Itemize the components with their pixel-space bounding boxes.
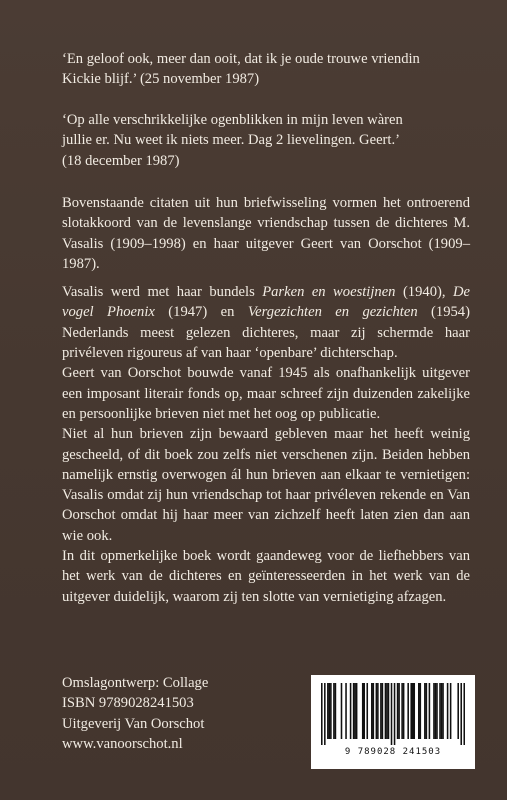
barcode-bar [366, 683, 368, 739]
barcode-bar [463, 683, 465, 745]
barcode-bar [362, 683, 364, 739]
barcode-bar [356, 683, 358, 739]
barcode-bar [433, 683, 435, 739]
barcode-bar [450, 683, 452, 739]
barcode-bar [410, 683, 412, 739]
barcode-bar [441, 683, 443, 739]
quote-geert [62, 110, 470, 171]
blurb-paragraph-vasalis: Vasalis werd met haar bundels Parken en woestijnen (1940), De vogel Phoenix (1947) en Vergezichten en gezichten (1954) Nederlands meest gelezen dichteres, maar zij schermde haar privéleven rigoureus af van haar ‘openbare’ dichterschap. [62, 284, 470, 362]
quote-line: ‘Op alle verschrikkelijke ogenblikken in mijn leven wàren [62, 112, 403, 128]
barcode-bar [345, 683, 347, 739]
barcode-bar [324, 683, 326, 745]
quote-line: ‘En geloof ook, meer dan ooit, dat ik je oude trouwe vriendin [62, 51, 420, 67]
blurb [62, 193, 470, 607]
barcode-bar [457, 683, 459, 739]
barcode-bar [403, 683, 405, 739]
barcode-bar [388, 683, 390, 739]
blurb-paragraph-intro: Bovenstaande citaten uit hun briefwisseling vormen het ontroerend slotakkoord van de levenslange vriendschap tussen de dichteres M. Vasalis (1909–1998) en haar uitgever Geert van Oorschot (1909–1987). [62, 195, 470, 272]
barcode-bar [426, 683, 428, 739]
barcode-bar [329, 683, 331, 739]
blurb-paragraph-oorschot: Geert van Oorschot bouwde vanaf 1945 als onafhankelijk uitgever een imposant literair fonds op, maar schreef zijn duizenden zakelijke en persoonlijke brieven niet met het oog op publicatie. [62, 365, 470, 422]
barcode-bar [429, 683, 431, 739]
isbn: ISBN 9789028241503 [62, 695, 194, 712]
book-title: De vogel Phoenix [62, 284, 470, 321]
barcode-bar [447, 683, 449, 739]
barcode-bar [407, 683, 409, 739]
barcode-bar [391, 683, 393, 745]
barcode-bar [424, 683, 426, 739]
barcode-bar [435, 683, 437, 739]
quote-line: (18 december 1987) [62, 152, 180, 169]
barcode [311, 675, 475, 769]
quote-kickie [62, 49, 470, 90]
barcode-bar [380, 683, 382, 739]
barcode-bar [335, 683, 337, 739]
book-title: Vergezichten en gezichten [247, 304, 418, 321]
book-title: Parken en woestijnen [262, 284, 396, 301]
barcode-bar [398, 683, 400, 739]
barcode-bar [401, 683, 403, 739]
barcode-bar [420, 683, 422, 739]
barcode-bar [385, 683, 387, 739]
barcode-bar [373, 683, 375, 739]
colophon [62, 673, 208, 755]
barcode-bar [333, 683, 335, 739]
barcode-bar [442, 683, 444, 739]
barcode-bar [371, 683, 373, 739]
website: www.vanoorschot.nl [62, 736, 183, 753]
barcode-bar [418, 683, 420, 739]
barcode-bar [376, 683, 378, 739]
barcode-bar [321, 683, 323, 745]
publisher: Uitgeverij Van Oorschot [62, 715, 205, 732]
barcode-bar [436, 683, 438, 739]
barcode-bar [350, 683, 352, 739]
quote-line: Kickie blijf.’ (25 november 1987) [62, 71, 260, 88]
barcode-bar [341, 683, 343, 739]
barcode-bar [386, 683, 388, 739]
barcode-bar [382, 683, 384, 739]
barcode-digits: 9 789028 241503 [344, 747, 442, 757]
blurb-paragraph-letters: Niet al hun brieven zijn bewaard gebleven maar het heeft weinig gescheeld, of dit boek zou zelfs niet verschenen zijn. Beiden hebben namelijk ernstig overwogen ál hun brieven aan elkaar te vernietigen: Vasalis omdat zij hun vriendschap tot haar privéleven rekende en Van Oorschot omdat hij haar meer van zichzelf heeft laten zien dan aan wie ook. [62, 426, 470, 544]
barcode-bar [330, 683, 332, 739]
barcode-bar [412, 683, 414, 739]
barcode-bar [413, 683, 415, 739]
barcode-bar [377, 683, 379, 739]
barcode-bar [354, 683, 356, 739]
blurb-paragraph-conclusion: In dit opmerkelijke boek wordt gaandeweg voor de liefhebbers van het werk van de dichteres en geïnteresseerden in het werk van de uitgever duidelijk, waarom zij ten slotte van vernietiging afzagen. [62, 548, 470, 605]
barcode-bar [353, 683, 355, 739]
cover-design-credit: Omslagontwerp: Collage [62, 675, 209, 691]
barcode-bar [397, 683, 399, 739]
barcode-bar [394, 683, 396, 745]
barcode-bar [363, 683, 365, 739]
barcode-bars [321, 683, 465, 745]
barcode-bar [327, 683, 329, 739]
barcode-bar [460, 683, 462, 745]
barcode-bar [439, 683, 441, 739]
quote-line: jullie er. Nu weet ik niets meer. Dag 2 lievelingen. Geert.’ [62, 132, 400, 149]
